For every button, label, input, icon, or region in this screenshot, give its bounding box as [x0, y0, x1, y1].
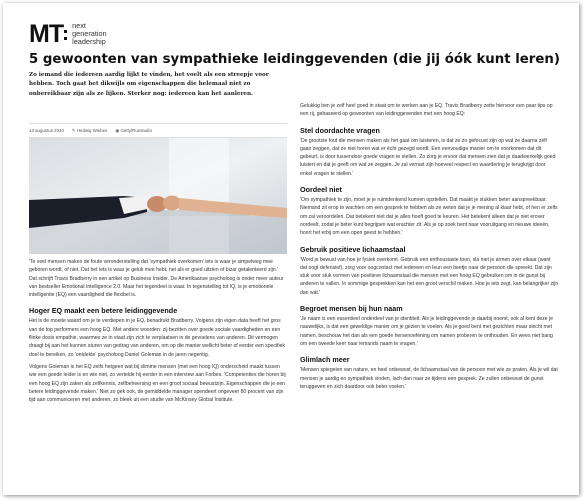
paragraph: 'Mensen spiegelen van nature, en heel onbewust, de lichaamstaal van de persoon met wie ze praten. Als je wil dat mensen je aardig en sympathiek vinden, lach dan naar ze tijdens een gesprek. Ze zullen onbewust de gunst teruggeven en zich daardoor ook beter voelen.' [300, 367, 558, 390]
site-logo[interactable] [29, 21, 559, 47]
left-column [29, 102, 287, 404]
paragraph: Volgens Goleman is het EQ zelfs hetgeen wat bij slimme mensen (met een hoog IQ) onderscheid maakt tussen wie een goede leider is en wie niet, zo vertelde hij eerder in een interview aan Forbes. 'Competenties die horen bij een hoog EQ zijn zaken als zelfkennis, zelfbeheersing en een groot sociaal bewustzijn. Eigenschappen die je een betere leidinggevende maken.' Niet zo gek ook, de gemiddelde manager spendeert ongeveer 80 procent van zijn tijd aan communiceren met anderen, zo bleek uit een studie van McKinsey Global Institute. [29, 363, 286, 404]
article-page [3, 3, 579, 495]
fist-bump-image [29, 138, 287, 254]
logo-mark [29, 21, 67, 47]
photo-credit-text: Getty/Runstudio [120, 127, 152, 133]
logo-text-line: leadership [72, 36, 106, 46]
author-name: Hedwig Wiebes [76, 127, 108, 133]
section-heading: Hoger EQ maakt een betere leidinggevende [29, 306, 178, 316]
paragraph: 'Te veel mensen maken de foute veronderstelling dat 'sympathiek overkomen' iets is waar je simpelweg mee geboren wordt, of niet. Dat het iets is waar je geluk mee hebt, net als er goed uitzien of bizar getalenteerd zijn.' Dat schrijft Travis Bradberry in een artikel op Business Insider. De Amerikaanse psycholoog is onder meer auteur van bestseller Emotional Intelligence 2.0. Maar het tegendeel is waar. In tegenstelling tot IQ, is je emotionele intelligentie (EQ) een vaardigheid die flexibel is. [29, 259, 284, 299]
paragraph: Het is de moeite waard om je te verdiepen in je EQ, benadrukt Bradberry. Volgens zijn eigen data heeft het gros van de top performers een hoog EQ. Met andere woorden: zij bezitten over goede sociale vaardigheden en een flinke dosis empathie, waarmee ze in staat zijn zich te verplaatsen in de gevoelens van anderen. Dit vermogen draagt bij aan het kunnen sturen van gedrag van anderen, om op die manier wellicht beter of eerder een specifiek doel te bereiken, zo 'ontdekte' psycholoog Daniel Goleman in de jaren negentig. [29, 318, 285, 358]
paragraph: 'De grootste fout die mensen maken als het gaat om luisteren, is dat ze zo gefocust zijn op wat ze daarna zélf gaan zeggen, dat ze niet horen wat er écht gezegd wordt. Een eenvoudige manier om te voorkomen dat dit gebeurt, is door tussendoor goede vragen te stellen. Zo zorg je ervoor dat mensen zien dat je daadwerkelijk goed luistert en dat je geeft om wat ze zeggen. Je zal verrast zijn hoeveel respect en waardering je terugkrijgt door enkel vragen te stellen.' [300, 137, 556, 177]
section-heading: Oordeel niet [300, 185, 342, 195]
section-heading: Gebruik positieve lichaamstaal [300, 244, 406, 254]
logo-text-line: generation [72, 29, 107, 39]
logo-mark-letters: MT [29, 20, 64, 48]
section-heading: Begroet mensen bij hun naam [300, 304, 403, 314]
article-meta [29, 123, 287, 138]
camera-icon: ◉ [115, 127, 120, 133]
paragraph: Gelukkig ben je zelf heel goed in staat om te werken aan je EQ. Travis Bradberry zette hiervoor een paar tips op een rij, gebaseerd op gewoonten van leidinggevenden met een hoog EQ: [300, 103, 553, 118]
logo-text-line: next [72, 21, 86, 31]
right-column [300, 102, 559, 391]
article-intro: Zo iemand die iedereen aardig lijkt te vinden, het voelt als een streepje voor hebben. Toch gaat het dikwijls om eigenschappen die helemaal niet zo onbereikbaar zijn als ze lijken. Sterker nog: iedereen kan het aanleren. [29, 72, 269, 97]
logo-wordmark [72, 22, 107, 45]
paragraph: 'Om sympathiek te zijn, moet je je ruimdenkend kunnen opstellen. Dat maakt je stukken beter aanspreekbaar. Niemand zit erop te wachten om een gesprek te hebben als ze weten dat je je mening al klaar hebt, of hen er zelfs om zal veroordelen. Dat betekent niet dat je alles hoeft goed te keuren. Het betekent alleen dat je niet erover oordeelt, zodat je beter kunt begrijpen wat erachter zit. Als je op zoek bent naar vooruitgang en nieuwe ideeën, hoort het erbij om een open geest te hebben.' [300, 197, 558, 237]
article-title: 5 gewoonten van sympathieke leidinggevenden (die jij óók kunt leren) [29, 52, 560, 67]
article-container [29, 20, 560, 404]
paragraph: 'Word je bewust van hoe je fysiek overkomt. Gebruik een enthousiaste toon, sla niet je armen over elkaar (want dat oogt defensief), zorg voor oogcontact met iedereen en leun een beetje naar de persoon die spreekt. Dat zijn stuk voor stuk vormen van positieve lichaamstaal die mensen met een hoog EQ gebruiken om in de gunst bij anderen te vallen. In sommige gesprekken kan het een groot verschil maken. Hoe je iets zegt, kan belangrijker zijn dan wát.' [300, 256, 559, 296]
author-icon: ✎ [71, 127, 76, 133]
section-heading: Glimlach meer [300, 355, 350, 365]
section-heading: Stel doordachte vragen [300, 125, 380, 135]
paragraph: 'Je naam is een essentieel onderdeel van je identiteit. Als je leidinggevende je daarbij noemt, ook al kent deze je nauwelijks, is dat een geweldige manier om je gezien te voelen. Als je goed bent met gezichten maar slecht met namen, beschouw het dan als een goede hersenoefening om namen proberen te onthouden. En wees niet bang om een tweede keer naar iemands naam te vragen.' [300, 316, 553, 347]
logo-dots-icon [64, 27, 67, 43]
photo-credit [115, 128, 152, 134]
article-date: 13 augustus 2020 [29, 128, 64, 133]
article-author[interactable] [72, 128, 107, 134]
article-photo [29, 138, 287, 254]
